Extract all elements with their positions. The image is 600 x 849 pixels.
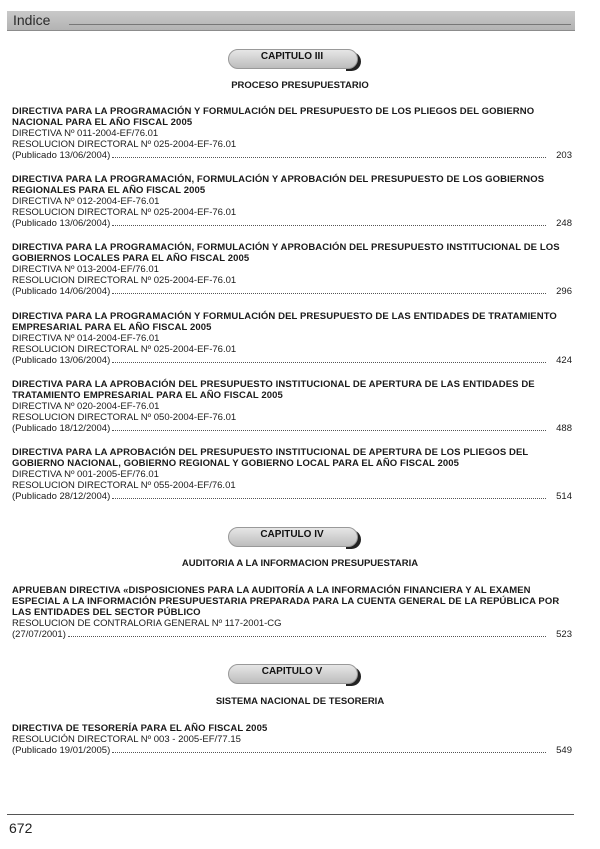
entry-line: RESOLUCION DIRECTORAL Nº 025-2004-EF-76.01	[12, 275, 237, 286]
entry-line: RESOLUCION DIRECTORAL Nº 050-2004-EF-76.01	[12, 412, 237, 423]
entry-page: 514	[556, 491, 572, 502]
toc-entry[interactable]	[12, 174, 572, 229]
leader-dots	[112, 430, 546, 431]
entry-line: RESOLUCION DIRECTORAL Nº 025-2004-EF-76.01	[12, 344, 237, 355]
leader-dots	[112, 362, 546, 363]
entry-line: RESOLUCION DIRECTORAL Nº 025-2004-EF-76.01	[12, 207, 237, 218]
toc-entry[interactable]	[12, 242, 572, 297]
entry-line: DIRECTIVA Nº 020-2004-EF-76.01	[12, 401, 160, 412]
leader-dots	[68, 636, 546, 637]
entry-published: (Publicado 13/06/2004)	[12, 355, 111, 366]
entry-page: 488	[556, 423, 572, 434]
entry-line: RESOLUCION DIRECTORAL Nº 025-2004-EF-76.01	[12, 139, 237, 150]
chapter-v-badge	[228, 664, 361, 686]
leader-dots	[112, 293, 546, 294]
entry-line: DIRECTIVA Nº 001-2005-EF/76.01	[12, 469, 159, 480]
entry-title: DIRECTIVA PARA LA PROGRAMACIÓN, FORMULACIÓN Y APROBACIÓN DEL PRESUPUESTO DE LOS GOBIERNOS REGIONALES PARA EL AÑO FISCAL 2005	[12, 174, 545, 196]
chapter-label: CAPITULO IV	[260, 529, 324, 540]
entry-page: 203	[556, 150, 572, 161]
toc-entry[interactable]	[12, 447, 572, 502]
header-rule	[69, 24, 571, 25]
entry-published: (Publicado 18/12/2004)	[12, 423, 111, 434]
entry-published: (27/07/2001)	[12, 629, 66, 640]
entry-line: DIRECTIVA Nº 012-2004-EF-76.01	[12, 196, 160, 207]
entry-line: RESOLUCION DE CONTRALORIA GENERAL Nº 117-2001-CG	[12, 618, 282, 629]
entry-title: DIRECTIVA PARA LA PROGRAMACIÓN Y FORMULACIÓN DEL PRESUPUESTO DE LAS ENTIDADES DE TRATAMIENTO EMPRESARIAL PARA EL AÑO FISCAL 2005	[12, 311, 557, 333]
entry-title: DIRECTIVA PARA LA APROBACIÓN DEL PRESUPUESTO INSTITUCIONAL DE APERTURA DE LOS PLIEGOS DEL GOBIERNO NACIONAL, GOBIERNO REGIONAL Y GOBIERNO LOCAL PARA EL AÑO FISCAL 2005	[12, 447, 529, 469]
entry-published: (Publicado 13/06/2004)	[12, 218, 111, 229]
entry-published: (Publicado 13/06/2004)	[12, 150, 111, 161]
section-title: PROCESO PRESUPUESTARIO	[231, 80, 369, 91]
toc-entry[interactable]	[12, 723, 572, 756]
entry-line: DIRECTIVA Nº 013-2004-EF/76.01	[12, 264, 159, 275]
entry-title: DIRECTIVA DE TESORERÍA PARA EL AÑO FISCAL 2005	[12, 723, 268, 734]
section-title: AUDITORIA A LA INFORMACION PRESUPUESTARIA	[181, 558, 419, 569]
header-title: Indice	[13, 12, 51, 28]
page-number: 672	[9, 820, 33, 836]
entry-line: RESOLUCIÓN DIRECTORAL Nº 003 - 2005-EF/77.15	[12, 734, 241, 745]
leader-dots	[112, 752, 546, 753]
chapter-label: CAPITULO V	[261, 666, 323, 677]
section-title: SISTEMA NACIONAL DE TESORERIA	[215, 696, 385, 707]
entry-title: DIRECTIVA PARA LA PROGRAMACIÓN Y FORMULACIÓN DEL PRESUPUESTO DE LOS PLIEGOS DEL GOBIERNO NACIONAL PARA EL AÑO FISCAL 2005	[12, 106, 535, 128]
entry-page: 248	[556, 218, 572, 229]
chapter-label: CAPITULO III	[260, 51, 324, 62]
chapter-iv-badge	[228, 527, 361, 549]
entry-published: (Publicado 28/12/2004)	[12, 491, 111, 502]
toc-entry[interactable]	[12, 106, 572, 161]
leader-dots	[112, 498, 546, 499]
entry-title: DIRECTIVA PARA LA APROBACIÓN DEL PRESUPUESTO INSTITUCIONAL DE APERTURA DE LAS ENTIDADES DE TRATAMIENTO EMPRESARIAL PARA EL AÑO FISCAL 2005	[12, 379, 535, 401]
header-bar	[7, 11, 575, 31]
entry-title: DIRECTIVA PARA LA PROGRAMACIÓN, FORMULACIÓN Y APROBACIÓN DEL PRESUPUESTO INSTITUCIONAL DE LOS GOBIERNOS LOCALES PARA EL AÑO FISCAL 2005	[12, 242, 560, 264]
footer-rule	[7, 814, 574, 815]
entry-line: DIRECTIVA Nº 011-2004-EF/76.01	[12, 128, 159, 139]
entry-line: RESOLUCION DIRECTORAL Nº 055-2004-EF/76.01	[12, 480, 236, 491]
entry-page: 296	[556, 286, 572, 297]
entry-published: (Publicado 19/01/2005)	[12, 745, 111, 756]
toc-entry[interactable]	[12, 311, 572, 366]
entry-page: 549	[556, 745, 572, 756]
leader-dots	[112, 225, 546, 226]
toc-entry[interactable]	[12, 379, 572, 434]
leader-dots	[112, 157, 546, 158]
entry-title: APRUEBAN DIRECTIVA «DISPOSICIONES PARA LA AUDITORÍA A LA INFORMACIÓN FINANCIERA Y AL EXAMEN ESPECIAL A LA INFORMACIÓN PRESUPUESTARIA PREPARADA PARA LA CUENTA GENERAL DE LA REPÚBLICA POR LAS ENTIDADES DEL SECTOR PÚBLICO	[12, 585, 560, 618]
entry-page: 424	[556, 355, 572, 366]
entry-line: DIRECTIVA Nº 014-2004-EF-76.01	[12, 333, 160, 344]
chapter-iii-badge	[228, 49, 361, 71]
entry-published: (Publicado 14/06/2004)	[12, 286, 111, 297]
entry-page: 523	[556, 629, 572, 640]
toc-entry[interactable]	[12, 585, 572, 640]
